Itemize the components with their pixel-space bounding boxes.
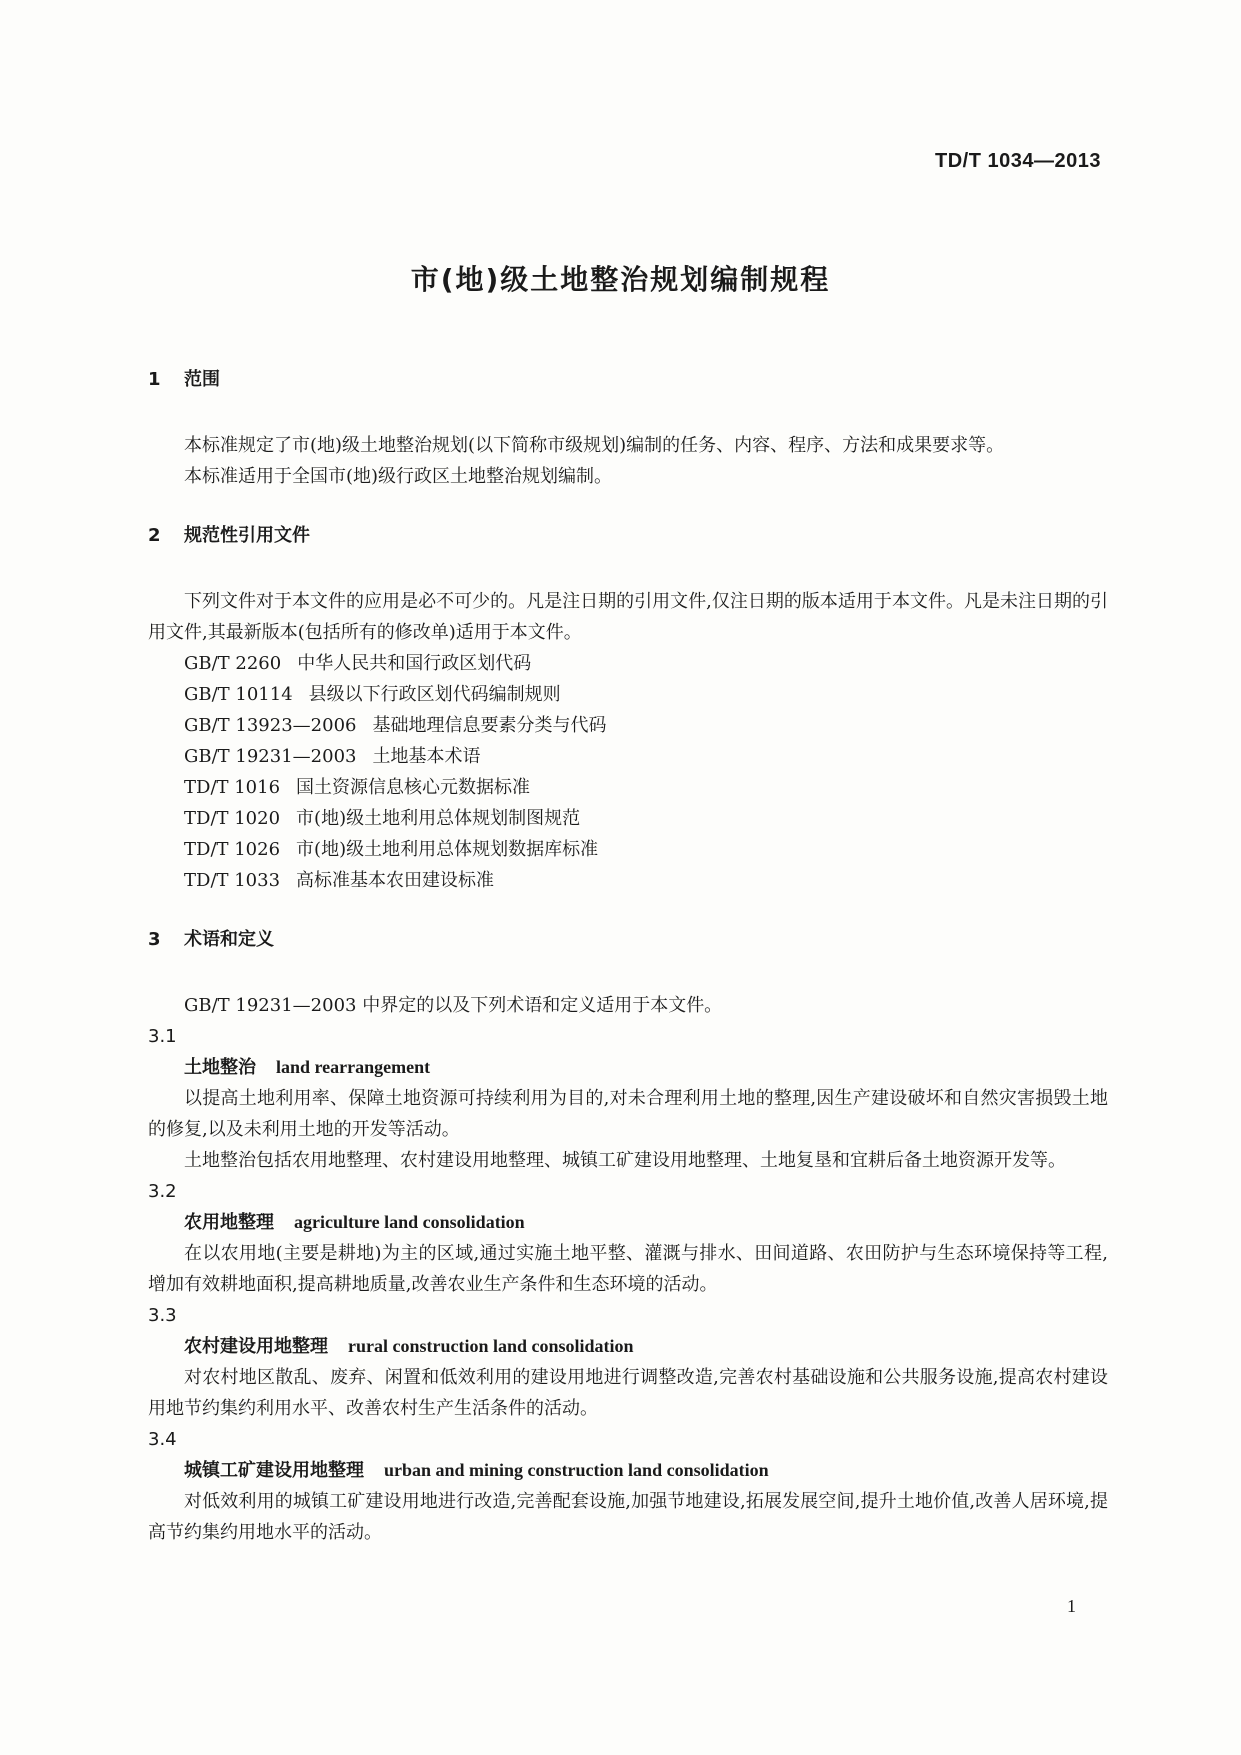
term-heading: 城镇工矿建设用地整理 urban and mining construction land consolidation <box>184 1460 769 1481</box>
page-number: 1 <box>1067 1596 1076 1616</box>
term-definition: 在以农用地(主要是耕地)为主的区域,通过实施土地平整、灌溉与排水、田间道路、农田防护与生态环境保持等工程,增加有效耕地面积,提高耕地质量,改善农业生产条件和生态环境的活动。 <box>148 1243 1108 1295</box>
term-definition: 对农村地区散乱、废弃、闲置和低效利用的建设用地进行调整改造,完善农村基础设施和公共服务设施,提高农村建设用地节约集约利用水平、改善农村生产生活条件的活动。 <box>148 1367 1108 1419</box>
paragraph: GB/T 19231—2003 中界定的以及下列术语和定义适用于本文件。 <box>184 995 723 1016</box>
term-number: 3.1 <box>148 1026 177 1047</box>
reference-item: TD/T 1020 市(地)级土地利用总体规划制图规范 <box>184 808 581 829</box>
section-2-heading <box>148 522 1108 550</box>
reference-item: GB/T 10114 县级以下行政区划代码编制规则 <box>184 684 561 705</box>
reference-item: TD/T 1033 高标准基本农田建设标准 <box>184 870 495 891</box>
term-definition: 以提高土地利用率、保障土地资源可持续利用为目的,对未合理利用土地的整理,因生产建设破坏和自然灾害损毁土地的修复,以及未利用土地的开发等活动。 <box>148 1088 1108 1140</box>
section-1-heading <box>148 366 1108 394</box>
reference-item: GB/T 13923—2006 基础地理信息要素分类与代码 <box>184 715 607 736</box>
reference-item: TD/T 1016 国土资源信息核心元数据标准 <box>184 777 531 798</box>
section-title: 术语和定义 <box>184 929 274 950</box>
section-number: 1 <box>148 369 161 390</box>
section-title: 规范性引用文件 <box>184 525 310 546</box>
section-number: 3 <box>148 929 161 950</box>
section-number: 2 <box>148 525 161 546</box>
section-title: 范围 <box>184 369 220 390</box>
document-body <box>148 366 1108 1548</box>
term-number: 3.3 <box>148 1305 177 1326</box>
term-heading: 农用地整理 agriculture land consolidation <box>184 1212 525 1233</box>
term-number: 3.2 <box>148 1181 177 1202</box>
term-number: 3.4 <box>148 1429 177 1450</box>
paragraph: 本标准适用于全国市(地)级行政区土地整治规划编制。 <box>184 466 613 487</box>
term-heading: 土地整治 land rearrangement <box>184 1057 431 1078</box>
term-definition: 土地整治包括农用地整理、农村建设用地整理、城镇工矿建设用地整理、土地复垦和宜耕后备土地资源开发等。 <box>184 1150 1066 1171</box>
reference-item: TD/T 1026 市(地)级土地利用总体规划数据库标准 <box>184 839 599 860</box>
term-definition: 对低效利用的城镇工矿建设用地进行改造,完善配套设施,加强节地建设,拓展发展空间,提升土地价值,改善人居环境,提高节约集约用地水平的活动。 <box>148 1491 1108 1543</box>
reference-item: GB/T 19231—2003 土地基本术语 <box>184 746 481 767</box>
document-title: 市(地)级土地整治规划编制规程 <box>410 263 831 296</box>
term-heading: 农村建设用地整理 rural construction land consolidation <box>184 1336 634 1357</box>
paragraph: 本标准规定了市(地)级土地整治规划(以下简称市级规划)编制的任务、内容、程序、方法和成果要求等。 <box>184 435 1005 456</box>
section-3-heading <box>148 926 1108 954</box>
paragraph: 下列文件对于本文件的应用是必不可少的。凡是注日期的引用文件,仅注日期的版本适用于本文件。凡是未注日期的引用文件,其最新版本(包括所有的修改单)适用于本文件。 <box>148 591 1108 643</box>
standard-code: TD/T 1034—2013 <box>935 150 1101 172</box>
reference-item: GB/T 2260 中华人民共和国行政区划代码 <box>184 653 532 674</box>
